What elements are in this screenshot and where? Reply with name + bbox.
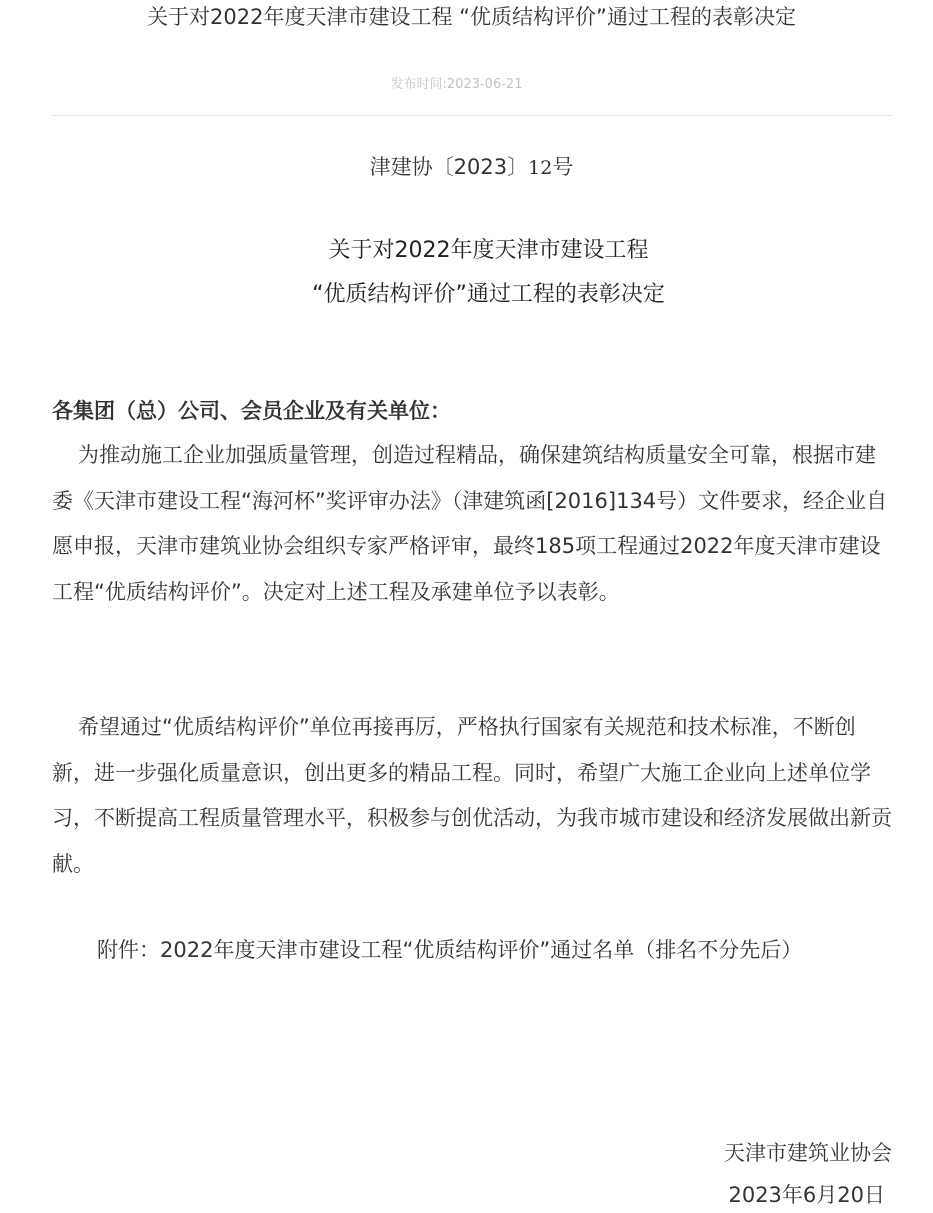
page-title: 关于对2022年度天津市建设工程 “优质结构评价”通过工程的表彰决定 <box>147 5 796 29</box>
document-number-suffix: 号 <box>552 155 574 179</box>
sign-date: 2023年6月20日 <box>728 1183 885 1207</box>
document-number-prefix: 津建协〔2023〕 <box>369 155 529 179</box>
body-paragraph-2: 希望通过“优质结构评价”单位再接再厉，严格执行国家有关规范和技术标准，不断创新，进一步强化质量意识，创出更多的精品工程。同时，希望广大施工企业向上述单位学习，不断提高工程质量管理水平，积极参与创优活动，为我市城市建设和经济发展做出新贡献。 <box>52 715 892 876</box>
signer: 天津市建筑业协会 <box>724 1141 892 1165</box>
document-heading-line1: 关于对2022年度天津市建设工程 <box>328 238 649 263</box>
attachment-note: 附件：2022年度天津市建设工程“优质结构评价”通过名单（排名不分先后） <box>97 938 803 962</box>
document-heading-line2: “优质结构评价”通过工程的表彰决定 <box>312 282 665 307</box>
body-paragraph-1: 为推动施工企业加强质量管理，创造过程精品，确保建筑结构质量安全可靠，根据市建委《天津市建设工程“海河杯”奖评审办法》（津建筑函[2016]134号）文件要求，经企业自愿申报，天津市建筑业协会组织专家严格评审，最终185项工程通过2022年度天津市建设工程“优质结构评价”。决定对上述工程及承建单位予以表彰。 <box>52 443 888 604</box>
salutation: 各集团（总）公司、会员企业及有关单位： <box>52 399 451 423</box>
document-number <box>0 152 933 183</box>
divider <box>52 115 892 116</box>
document-number-value: 12 <box>528 157 553 179</box>
publish-time: 发布时间:2023-06-21 <box>390 77 523 92</box>
